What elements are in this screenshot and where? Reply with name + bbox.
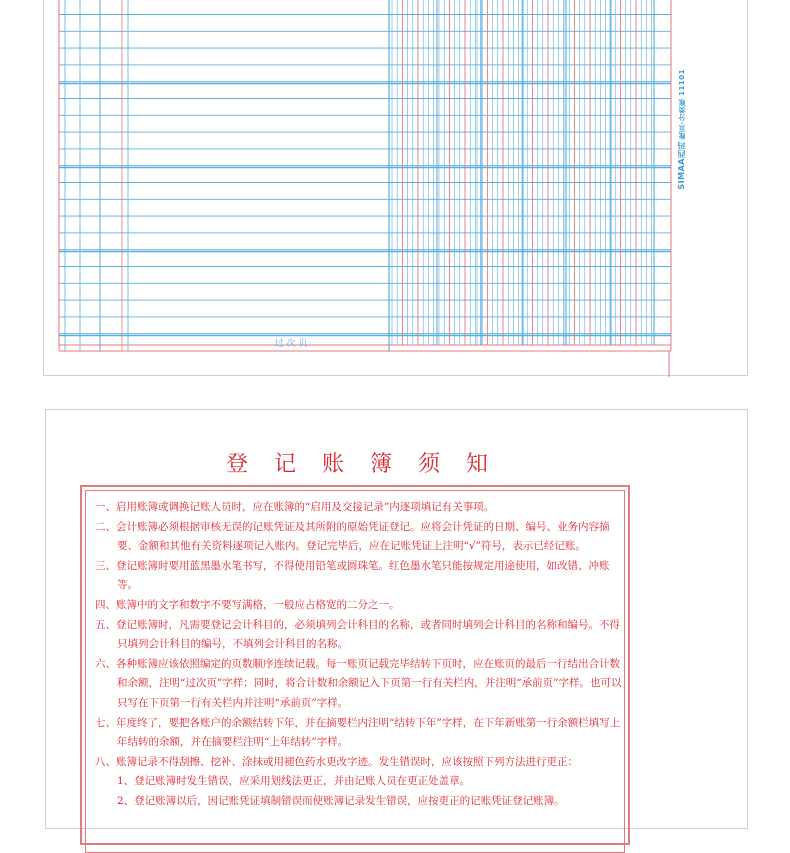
ledger-grid xyxy=(44,0,749,377)
ledger-footer-label: 过 次 页 xyxy=(274,339,308,349)
ledger-sheet xyxy=(43,0,748,376)
notice-title-char: 簿 xyxy=(369,452,392,477)
notice-item: 四、账簿中的文字和数字不要写满格，一般应占格宽的二分之一。 xyxy=(95,598,400,611)
notice-item: 八、账簿记录不得刮擦、挖补、涂抹或用褪色药水更改字迹。发生错误时，应该按照下列方法进行更正： xyxy=(95,755,578,768)
notice-item: 六、各种账簿应该依照编定的页数顺序连续记载。每一账页记载完毕结转下页时，应在账页的最后一行结出合计数和余额，注明“过次页”字样；同时，将合计数和余额记入下页第一行有关栏内，并注明“承前页”字样。也可以只写在下页第一行有关栏内并注明“承前页”字样。 xyxy=(95,657,622,709)
notice-item: 五、登记账簿时，凡需要登记会计科目的，必须填列会计科目的名称，或者同时填列会计科目的名称和编号。不得只填列会计科目的编号，不填列会计科目的名称。 xyxy=(95,618,620,651)
side-brand-logo: SIMAA西玛 xyxy=(677,141,686,190)
notice-title-char: 账 xyxy=(321,452,344,477)
notice-title-char: 须 xyxy=(417,452,440,477)
notice-item: 二、会计账簿必须根据审核无误的记账凭证及其所附的原始凭证登记。应将会计凭证的日期、编号、业务内容摘要、金额和其他有关资料逐项记入账内。登记完毕后，应在记账凭证上注明“√”符号，表示已经记账。 xyxy=(95,520,610,553)
notice-sheet xyxy=(45,409,748,829)
side-code-label: 账页-分类账 11101 xyxy=(678,69,686,140)
notice-body xyxy=(95,498,625,812)
notice-title-char: 记 xyxy=(273,452,296,477)
notice-item: 三、登记账簿时要用蓝黑墨水笔书写，不得使用铅笔或圆珠笔。红色墨水笔只能按规定用途使用，如改错、冲账等。 xyxy=(95,559,610,592)
notice-item: 七、年度终了，要把各账户的余额结转下年，并在摘要栏内注明“结转下年”字样，在下年新账第一行余额栏填写上年结转的余额，并在摘要栏注明“上年结转”字样。 xyxy=(95,716,621,749)
notice-frame xyxy=(80,485,630,845)
notice-item: 一、启用账簿或调换记账人员时，应在账簿的“启用及交接记录”内逐项填记有关事项。 xyxy=(95,501,495,513)
notice-title xyxy=(226,447,488,478)
notice-sub-item: 1、登记账簿时发生错误，应采用划线法更正，并由记账人员在更正处盖章。 xyxy=(117,775,471,788)
notice-title-char: 知 xyxy=(465,452,488,477)
notice-sub-item: 2、登记账簿以后，因记账凭证填制错误而使账簿记录发生错误，应按更正的记账凭证登记账簿。 xyxy=(117,794,565,807)
notice-title-char: 登 xyxy=(226,452,249,477)
